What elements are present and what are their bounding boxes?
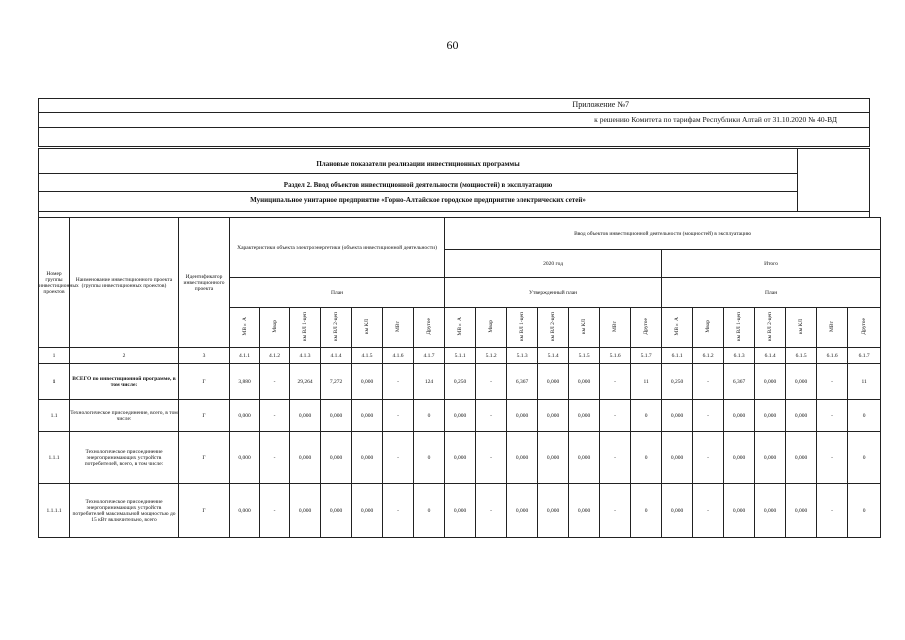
table-row xyxy=(39,432,881,484)
row-value: - xyxy=(476,432,507,484)
row-value: 0,000 xyxy=(755,484,786,538)
row-value: 6,367 xyxy=(507,364,538,400)
row-value: 0 xyxy=(848,484,881,538)
row-value: 0,000 xyxy=(662,400,693,432)
unit-header: Другое xyxy=(414,308,445,348)
column-number: 4.1.1 xyxy=(230,348,260,364)
row-value: 0,000 xyxy=(786,484,817,538)
column-number: 5.1.5 xyxy=(569,348,600,364)
row-value: 0,000 xyxy=(445,484,476,538)
header-characteristics: Характеристики объекта электроэнергетики (объекта инвестиционной деятельности) xyxy=(230,218,445,278)
row-value: 0,000 xyxy=(352,432,383,484)
row-value: 0,000 xyxy=(230,400,260,432)
unit-header: МВт xyxy=(383,308,414,348)
title-plan: Плановые показатели реализации инвестиционных программы xyxy=(38,148,798,174)
column-number: 4.1.5 xyxy=(352,348,383,364)
unit-header: Мвар xyxy=(260,308,290,348)
row-value: 0,000 xyxy=(662,484,693,538)
row-value: 124 xyxy=(414,364,445,400)
unit-header: Другое xyxy=(848,308,881,348)
row-value: - xyxy=(693,484,724,538)
row-value: 0,000 xyxy=(230,432,260,484)
row-value: 0,000 xyxy=(352,484,383,538)
row-id: Г xyxy=(179,432,230,484)
row-value: 0,000 xyxy=(290,432,321,484)
row-value: 6,367 xyxy=(724,364,755,400)
column-number: 6.1.6 xyxy=(817,348,848,364)
row-value: 0,000 xyxy=(786,364,817,400)
row-value: 0,000 xyxy=(230,484,260,538)
row-value: 0,250 xyxy=(445,364,476,400)
row-value: 7,272 xyxy=(321,364,352,400)
title-section: Раздел 2. Ввод объектов инвестиционной деятельности (мощностей) в эксплуатацию xyxy=(38,174,798,192)
column-number: 3 xyxy=(179,348,230,364)
unit-header: МВ×А xyxy=(662,308,693,348)
header-input-group: Ввод объектов инвестиционной деятельности (мощностей) в эксплуатацию xyxy=(445,218,881,250)
row-value: 0,000 xyxy=(569,484,600,538)
row-value: 0,000 xyxy=(786,400,817,432)
table-row xyxy=(39,400,881,432)
appendix-line-1: Приложение №7 xyxy=(38,98,870,113)
row-value: 0,000 xyxy=(445,432,476,484)
row-value: - xyxy=(476,400,507,432)
row-value: 0 xyxy=(631,484,662,538)
column-number: 4.1.2 xyxy=(260,348,290,364)
unit-header: км ВЛ 2-цеп xyxy=(755,308,786,348)
row-number: 1.1.1.1 xyxy=(39,484,70,538)
column-number: 5.1.4 xyxy=(538,348,569,364)
unit-header: км ВЛ 2-цеп xyxy=(321,308,352,348)
column-number: 5.1.7 xyxy=(631,348,662,364)
row-value: 0,000 xyxy=(755,400,786,432)
row-value: 0,000 xyxy=(569,364,600,400)
row-value: 0 xyxy=(848,400,881,432)
row-value: - xyxy=(260,400,290,432)
row-value: 0,000 xyxy=(321,484,352,538)
row-value: 0,000 xyxy=(507,432,538,484)
row-name: ВСЕГО по инвестиционной программе, в том числе: xyxy=(70,364,179,400)
column-number: 5.1.2 xyxy=(476,348,507,364)
row-value: 0 xyxy=(414,400,445,432)
row-value: - xyxy=(693,364,724,400)
unit-header: Мвар xyxy=(476,308,507,348)
row-value: - xyxy=(260,432,290,484)
row-value: - xyxy=(383,400,414,432)
row-value: 0,000 xyxy=(445,400,476,432)
unit-header: км КЛ xyxy=(569,308,600,348)
row-id: Г xyxy=(179,484,230,538)
row-name: Технологическое присоединение энергопринимающих устройств потребителей максимальной мощностью до 15 кВт включительно, всего xyxy=(70,484,179,538)
header-total: Итого xyxy=(662,250,881,278)
row-value: 11 xyxy=(631,364,662,400)
column-number: 6.1.4 xyxy=(755,348,786,364)
row-number: 1.1.1 xyxy=(39,432,70,484)
unit-header: МВт xyxy=(817,308,848,348)
title-org: Муниципальное унитарное предприятие «Горно-Алтайское городское предприятие электрических сетей» xyxy=(38,192,798,212)
row-name: Технологическое присоединение, всего, в том числе: xyxy=(70,400,179,432)
title-side-box xyxy=(798,148,870,212)
row-value: 0,000 xyxy=(724,484,755,538)
row-value: 0 xyxy=(631,432,662,484)
row-value: 3,880 xyxy=(230,364,260,400)
row-value: 0 xyxy=(414,484,445,538)
column-number: 4.1.7 xyxy=(414,348,445,364)
row-value: - xyxy=(600,432,631,484)
row-value: - xyxy=(600,364,631,400)
row-value: - xyxy=(476,484,507,538)
table-row xyxy=(39,484,881,538)
row-value: 0,000 xyxy=(786,432,817,484)
row-number: 1 xyxy=(39,364,70,400)
row-value: 0,000 xyxy=(538,364,569,400)
column-number: 6.1.7 xyxy=(848,348,881,364)
row-value: 0,000 xyxy=(507,400,538,432)
row-value: 0,000 xyxy=(538,400,569,432)
column-number: 1 xyxy=(39,348,70,364)
row-value: 0,000 xyxy=(569,432,600,484)
row-value: - xyxy=(693,400,724,432)
row-value: 0,250 xyxy=(662,364,693,400)
header-col-id: Идентификатор инвестиционного проекта xyxy=(179,218,230,348)
row-value: 0,000 xyxy=(569,400,600,432)
table-row xyxy=(39,364,881,400)
column-number: 6.1.1 xyxy=(662,348,693,364)
row-value: 0,000 xyxy=(724,432,755,484)
column-number: 6.1.5 xyxy=(786,348,817,364)
unit-header: км КЛ xyxy=(786,308,817,348)
investment-table xyxy=(38,217,881,538)
column-number: 5.1.1 xyxy=(445,348,476,364)
row-name: Технологическое присоединение энергопринимающих устройств потребителей, всего, в том числе: xyxy=(70,432,179,484)
column-number: 4.1.4 xyxy=(321,348,352,364)
row-value: - xyxy=(817,484,848,538)
row-value: 0 xyxy=(848,432,881,484)
row-value: 0,000 xyxy=(290,484,321,538)
unit-header: км ВЛ 1-цеп xyxy=(724,308,755,348)
column-number: 2 xyxy=(70,348,179,364)
row-id: Г xyxy=(179,364,230,400)
row-value: 0,000 xyxy=(352,400,383,432)
header-total-plan: План xyxy=(662,278,881,308)
header-col-name: Наименование инвестиционного проекта (группы инвестиционных проектов) xyxy=(70,218,179,348)
unit-header: МВ×А xyxy=(445,308,476,348)
row-value: 0,000 xyxy=(507,484,538,538)
row-value: 0,000 xyxy=(662,432,693,484)
column-number: 5.1.6 xyxy=(600,348,631,364)
row-value: 0,000 xyxy=(290,400,321,432)
row-value: - xyxy=(817,432,848,484)
row-value: 0,000 xyxy=(538,484,569,538)
row-value: 0 xyxy=(414,432,445,484)
row-value: - xyxy=(383,484,414,538)
row-value: - xyxy=(260,484,290,538)
unit-header: км КЛ xyxy=(352,308,383,348)
header-year: 2020 год xyxy=(445,250,662,278)
row-value: - xyxy=(383,432,414,484)
row-value: 0,000 xyxy=(538,432,569,484)
row-value: - xyxy=(600,484,631,538)
row-value: 11 xyxy=(848,364,881,400)
page-number: 60 xyxy=(446,38,459,52)
unit-header: км ВЛ 1-цеп xyxy=(290,308,321,348)
row-value: 0,000 xyxy=(755,432,786,484)
column-number: 5.1.3 xyxy=(507,348,538,364)
row-value: 29,264 xyxy=(290,364,321,400)
row-value: - xyxy=(693,432,724,484)
row-value: 0,000 xyxy=(352,364,383,400)
header-approved-plan: Утвержденный план xyxy=(445,278,662,308)
blank-row xyxy=(38,128,870,147)
unit-header: МВ×А xyxy=(230,308,260,348)
row-number: 1.1 xyxy=(39,400,70,432)
row-value: - xyxy=(817,364,848,400)
row-value: 0 xyxy=(631,400,662,432)
header-plan: План xyxy=(230,278,445,308)
row-value: 0,000 xyxy=(321,400,352,432)
row-value: 0,000 xyxy=(321,432,352,484)
unit-header: Другое xyxy=(631,308,662,348)
row-id: Г xyxy=(179,400,230,432)
column-number: 4.1.6 xyxy=(383,348,414,364)
column-number: 4.1.3 xyxy=(290,348,321,364)
column-number: 6.1.2 xyxy=(693,348,724,364)
row-value: 0,000 xyxy=(755,364,786,400)
header-col-num: Номер группы инвестиционных проектов xyxy=(39,218,70,348)
unit-header: км ВЛ 2-цеп xyxy=(538,308,569,348)
row-value: - xyxy=(600,400,631,432)
row-value: - xyxy=(260,364,290,400)
appendix-line-2: к решению Комитета по тарифам Республики Алтай от 31.10.2020 № 40-ВД xyxy=(38,113,870,128)
row-value: - xyxy=(476,364,507,400)
unit-header: Мвар xyxy=(693,308,724,348)
row-value: - xyxy=(383,364,414,400)
unit-header: км ВЛ 1-цеп xyxy=(507,308,538,348)
unit-header: МВт xyxy=(600,308,631,348)
row-value: 0,000 xyxy=(724,400,755,432)
row-value: - xyxy=(817,400,848,432)
column-number: 6.1.3 xyxy=(724,348,755,364)
